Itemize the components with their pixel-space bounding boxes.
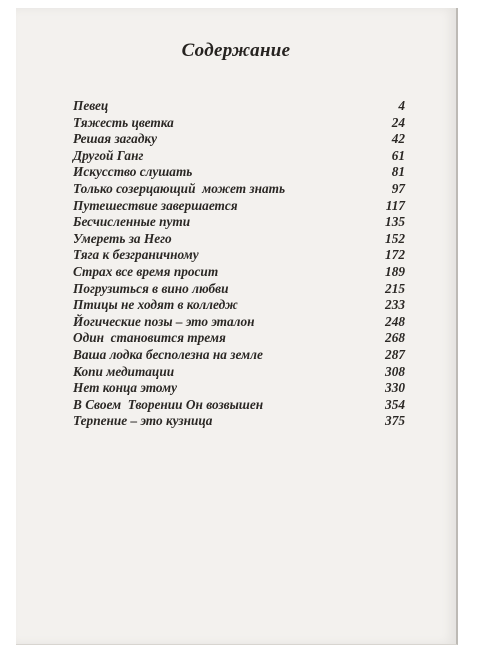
toc-entry xyxy=(73,314,405,331)
toc-entry xyxy=(73,330,405,347)
toc-entry xyxy=(73,198,405,215)
toc-entry-title: Тяга к безграничному xyxy=(73,247,199,263)
toc-entry xyxy=(73,231,405,248)
toc-entry xyxy=(73,148,405,165)
toc-entry-title: Птицы не ходят в колледж xyxy=(73,297,238,313)
toc-entry-title: Другой Ганг xyxy=(73,147,144,163)
toc-entry xyxy=(73,131,405,148)
toc-entry-title: Путешествие завершается xyxy=(73,197,238,213)
toc-entry-title: Погрузиться в вино любви xyxy=(73,280,229,296)
toc-entry-title: Копи медитации xyxy=(73,363,175,379)
toc-entry-page: 97 xyxy=(391,180,405,196)
toc-entry-page: 330 xyxy=(385,380,405,396)
toc-entry xyxy=(73,247,405,264)
toc-entry-title: В Своем Творении Он возвышен xyxy=(73,396,264,412)
toc-entry-page: 135 xyxy=(385,214,405,230)
toc-entry-page: 24 xyxy=(391,114,405,130)
toc-entry-page: 215 xyxy=(385,280,405,296)
toc-entry-title: Тяжесть цветка xyxy=(73,114,174,130)
toc-entry xyxy=(73,397,405,414)
book-page xyxy=(16,8,458,645)
toc-entry-title: Умереть за Него xyxy=(73,230,172,246)
toc-entry xyxy=(73,380,405,397)
toc-entry-page: 172 xyxy=(385,247,405,263)
toc-entry-title: Нет конца этому xyxy=(73,380,178,396)
toc-entry-title: Страх все время просит xyxy=(73,263,219,279)
table-of-contents xyxy=(73,98,405,430)
toc-entry-title: Бесчисленные пути xyxy=(73,214,191,230)
toc-entry xyxy=(73,181,405,198)
toc-entry-title: Решая загадку xyxy=(73,131,158,147)
toc-entry-page: 117 xyxy=(385,197,405,213)
toc-entry-page: 42 xyxy=(391,131,405,147)
toc-entry xyxy=(73,115,405,132)
toc-entry-title: Терпение – это кузница xyxy=(73,413,213,429)
toc-entry-page: 287 xyxy=(385,346,405,362)
toc-entry-title: Только созерцающий может знать xyxy=(73,180,286,196)
toc-entry-page: 268 xyxy=(385,330,405,346)
toc-entry-title: Певец xyxy=(73,98,109,113)
toc-entry xyxy=(73,297,405,314)
page-title: Содержание xyxy=(181,40,291,61)
toc-entry-title: Один становится тремя xyxy=(73,330,226,346)
toc-entry-page: 4 xyxy=(398,98,405,113)
toc-entry-title: Искусство слушать xyxy=(73,164,193,180)
toc-entry-page: 152 xyxy=(385,230,405,246)
toc-entry xyxy=(73,281,405,298)
toc-entry xyxy=(73,264,405,281)
toc-entry-page: 189 xyxy=(385,263,405,279)
toc-entry xyxy=(73,413,405,430)
toc-entry-title: Ваша лодка бесполезна на земле xyxy=(73,346,263,362)
toc-entry xyxy=(73,164,405,181)
toc-entry xyxy=(73,364,405,381)
toc-entry-page: 248 xyxy=(385,313,405,329)
toc-entry xyxy=(73,98,405,115)
toc-entry-page: 61 xyxy=(391,147,405,163)
toc-entry xyxy=(73,214,405,231)
toc-entry-title: Йогические позы – это эталон xyxy=(73,313,255,329)
toc-entry xyxy=(73,347,405,364)
toc-entry-page: 375 xyxy=(385,413,405,429)
toc-entry-page: 354 xyxy=(385,396,405,412)
toc-entry-page: 233 xyxy=(385,297,405,313)
toc-entry-page: 308 xyxy=(385,363,405,379)
toc-entry-page: 81 xyxy=(391,164,405,180)
